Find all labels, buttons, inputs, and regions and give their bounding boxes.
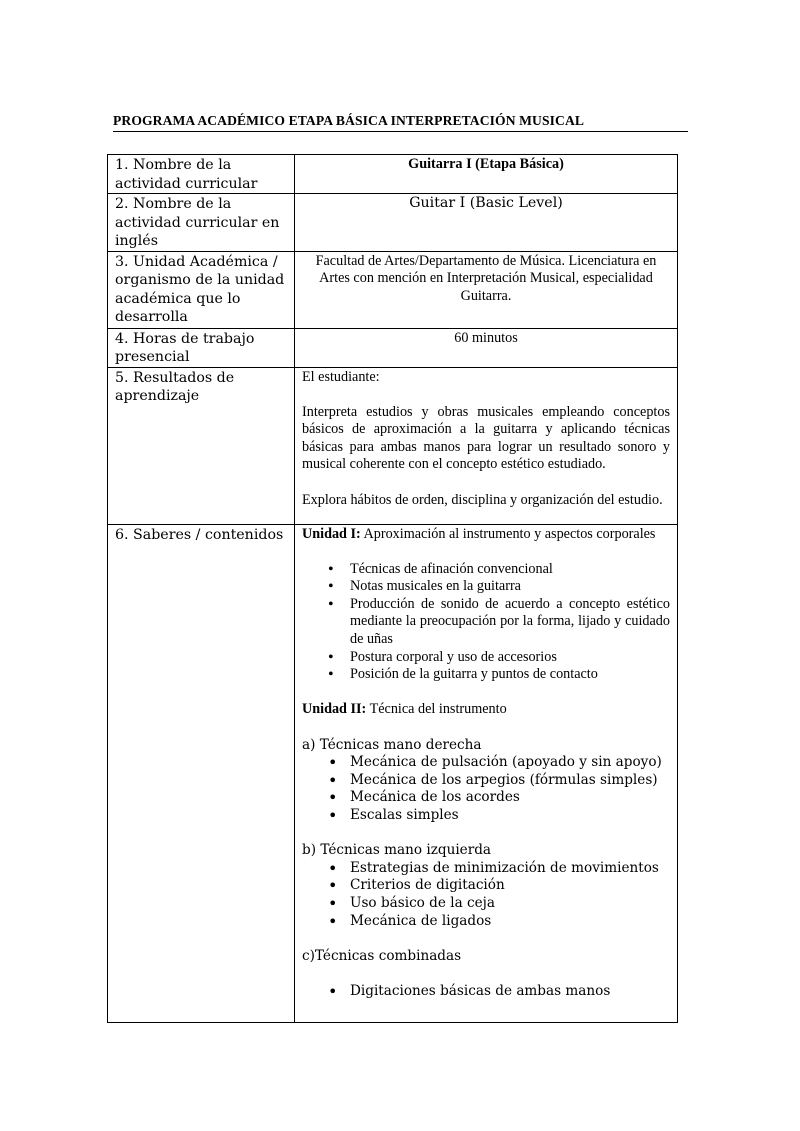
curriculum-table	[107, 154, 678, 1023]
table-row	[108, 367, 678, 524]
page-title: PROGRAMA ACADÉMICO ETAPA BÁSICA INTERPRETACIÓN MUSICAL	[113, 113, 688, 132]
unit-1-list	[302, 561, 670, 684]
row-label: 3. Unidad Académica / organismo de la unidad académica que lo desarrolla	[108, 251, 295, 328]
section-a-title: a) Técnicas mano derecha	[302, 736, 482, 753]
section-b-list	[302, 860, 670, 930]
list-item: • Postura corporal y uso de accesorios	[350, 649, 670, 667]
table-row	[108, 524, 678, 1022]
table-row	[108, 251, 678, 328]
unit-2-heading	[302, 701, 670, 719]
list-item: • Escalas simples	[350, 807, 670, 825]
table-row	[108, 155, 678, 194]
section-c-list	[302, 983, 670, 1001]
list-item: • Digitaciones básicas de ambas manos	[350, 983, 670, 1001]
unit-1-text: Aproximación al instrumento y aspectos corporales	[360, 525, 656, 542]
list-item: • Mecánica de los arpegios (fórmulas simples)	[350, 772, 670, 790]
list-item: • Estrategias de minimización de movimientos	[350, 860, 670, 878]
course-name-english: Guitar I (Basic Level)	[295, 194, 678, 252]
list-item: • Uso básico de la ceja	[350, 895, 670, 913]
course-name: Guitarra I (Etapa Básica)	[295, 155, 678, 194]
table-row	[108, 194, 678, 252]
row-label: 5. Resultados de aprendizaje	[108, 367, 295, 524]
unit-2-text: Técnica del instrumento	[366, 701, 507, 718]
list-item: • Técnicas de afinación convencional	[350, 561, 670, 579]
outcomes-paragraph: Interpreta estudios y obras musicales empleando conceptos básicos de aproximación a la guitarra y aplicando técnicas básicas para ambas manos para lograr un resultado sonoro y musical coherente con el concepto estético estudiado.	[302, 403, 670, 473]
list-item: • Mecánica de los acordes	[350, 789, 670, 807]
section-b-title: b) Técnicas mano izquierda	[302, 842, 492, 859]
learning-outcomes	[295, 367, 678, 524]
row-label: 1. Nombre de la actividad curricular	[108, 155, 295, 194]
row-label: 6. Saberes / contenidos	[108, 524, 295, 1022]
list-item: • Mecánica de ligados	[350, 913, 670, 931]
list-item: • Notas musicales en la guitarra	[350, 578, 670, 596]
unit-1-heading	[302, 526, 670, 544]
hours-value: 60 minutos	[295, 328, 678, 367]
row-label: 2. Nombre de la actividad curricular en inglés	[108, 194, 295, 252]
outcomes-paragraph: Explora hábitos de orden, disciplina y organización del estudio.	[302, 491, 663, 508]
table-row	[108, 328, 678, 367]
list-item: • Mecánica de pulsación (apoyado y sin apoyo)	[350, 754, 670, 772]
contents-cell	[295, 524, 678, 1022]
section-a-list	[302, 754, 670, 824]
academic-unit	[295, 251, 678, 328]
outcomes-intro: El estudiante:	[302, 368, 380, 385]
unit-2-title: Unidad II:	[302, 701, 367, 718]
list-item: • Producción de sonido de acuerdo a concepto estético mediante la preocupación por la forma, lijado y cuidado de uñas	[350, 596, 670, 649]
academic-unit-text: Facultad de Artes/Departamento de Música. Licenciatura en Artes con mención en Interpretación Musical, especialidad Guitarra.	[315, 252, 657, 304]
list-item: • Posición de la guitarra y puntos de contacto	[350, 666, 670, 684]
section-c-title: c)Técnicas combinadas	[302, 947, 462, 964]
row-label: 4. Horas de trabajo presencial	[108, 328, 295, 367]
list-item: • Criterios de digitación	[350, 877, 670, 895]
unit-1-title: Unidad I:	[302, 525, 361, 542]
